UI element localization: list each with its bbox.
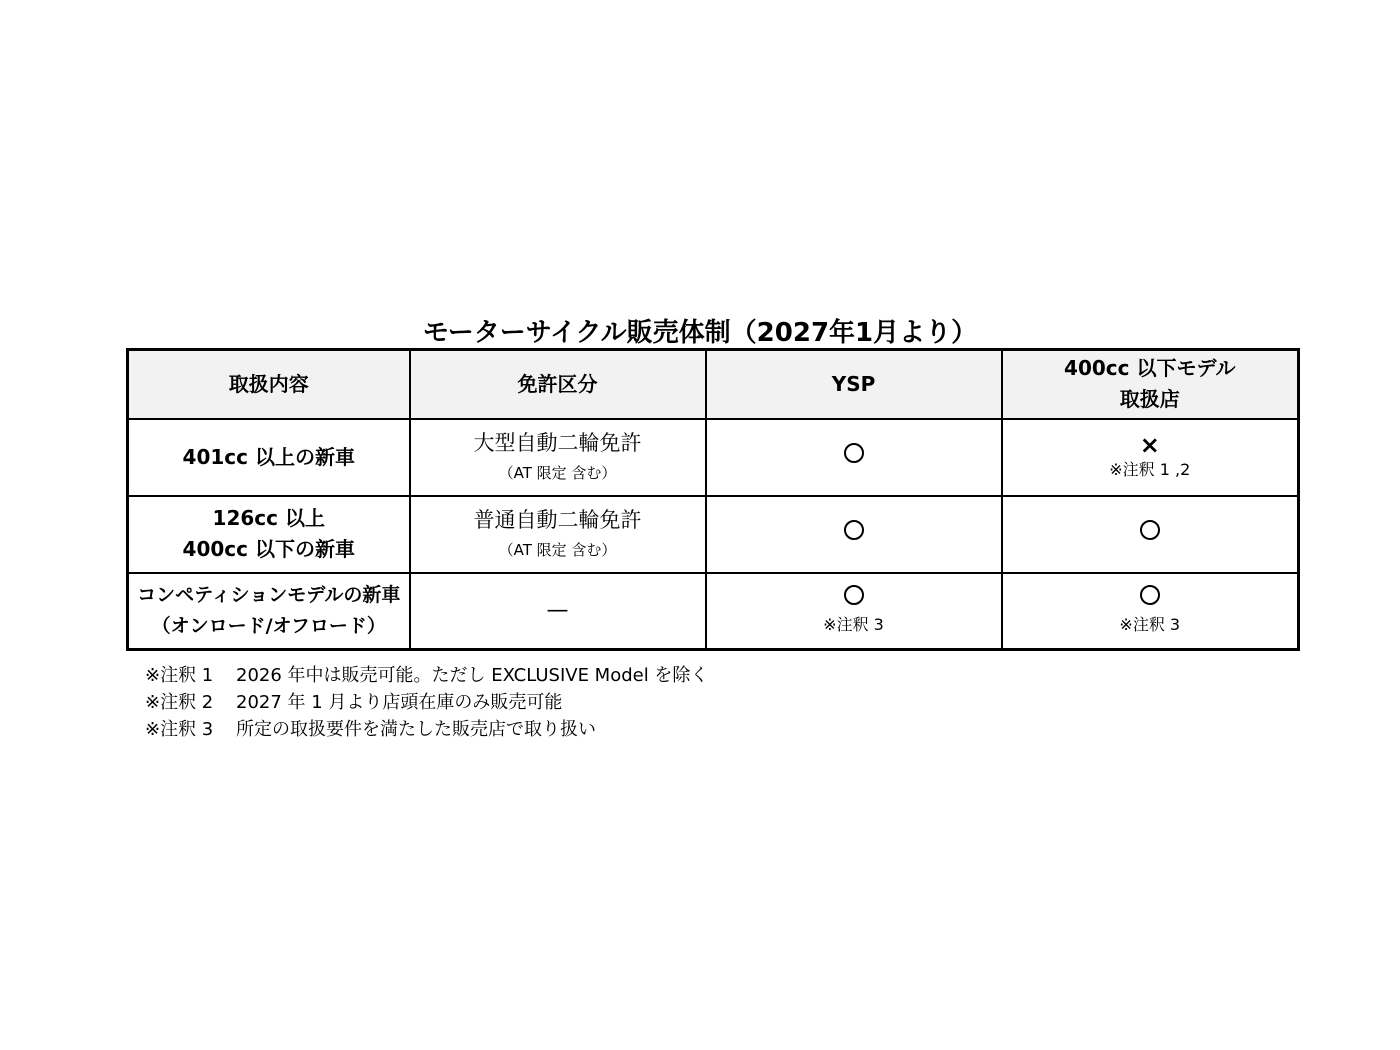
header-content: 取扱内容 xyxy=(128,350,410,419)
license-sub: （AT 限定 含む） xyxy=(498,541,617,559)
row-category xyxy=(128,419,410,496)
footnote-label: ※注釈 1 xyxy=(145,665,214,686)
footnotes xyxy=(145,662,708,743)
dealer-note: ※注釈 3 xyxy=(1119,614,1181,634)
circle-mark-icon xyxy=(1140,585,1160,605)
row-license xyxy=(410,496,706,573)
row-ysp xyxy=(706,419,1002,496)
circle-mark-icon xyxy=(1140,520,1160,540)
row-ysp xyxy=(706,496,1002,573)
license-sub: （AT 限定 含む） xyxy=(498,464,617,482)
row-license xyxy=(410,573,706,650)
footnote-1 xyxy=(145,662,708,689)
row-dealer xyxy=(1002,573,1299,650)
dealer-note: ※注釈 1 ,2 xyxy=(1109,460,1191,479)
sales-structure-table xyxy=(126,348,1300,651)
footnote-label: ※注釈 2 xyxy=(145,692,214,713)
footnote-2 xyxy=(145,689,708,716)
row-dealer xyxy=(1002,419,1299,496)
license-main: 普通自動二輪免許 xyxy=(473,508,642,532)
footnote-text: 2026 年中は販売可能。ただし EXCLUSIVE Model を除く xyxy=(236,665,709,686)
footnote-3 xyxy=(145,716,708,743)
circle-mark-icon xyxy=(844,443,864,463)
row-category-line2: （オンロード/オフロード） xyxy=(151,614,386,637)
dash-mark: — xyxy=(546,598,569,624)
header-ysp: YSP xyxy=(706,350,1002,419)
row-ysp xyxy=(706,573,1002,650)
footnote-text: 所定の取扱要件を満たした販売店で取り扱い xyxy=(236,719,596,740)
table-row xyxy=(128,419,1299,496)
header-dealer xyxy=(1002,350,1299,419)
circle-mark-icon xyxy=(844,520,864,540)
table-row xyxy=(128,496,1299,573)
row-category-line2: 400cc 以下の新車 xyxy=(182,537,355,561)
row-category xyxy=(128,496,410,573)
circle-mark-icon xyxy=(844,585,864,605)
cross-mark-icon: × xyxy=(1139,431,1160,459)
table-header-row xyxy=(128,350,1299,419)
header-dealer-line1: 400cc 以下モデル xyxy=(1064,356,1236,381)
row-category xyxy=(128,573,410,650)
row-category-line1: 126cc 以上 xyxy=(212,506,325,530)
row-category-line1: コンペティションモデルの新車 xyxy=(137,583,401,606)
row-license xyxy=(410,419,706,496)
header-dealer-line2: 取扱店 xyxy=(1119,387,1180,412)
footnote-text: 2027 年 1 月より店頭在庫のみ販売可能 xyxy=(236,692,563,713)
license-main: 大型自動二輪免許 xyxy=(473,431,642,455)
table-row xyxy=(128,573,1299,650)
page-title: モーターサイクル販売体制（2027年1月より） xyxy=(422,318,978,348)
ysp-note: ※注釈 3 xyxy=(823,614,884,634)
row-category-line1: 401cc 以上の新車 xyxy=(182,444,355,469)
header-license: 免許区分 xyxy=(410,350,706,419)
row-dealer xyxy=(1002,496,1299,573)
footnote-label: ※注釈 3 xyxy=(145,719,214,740)
